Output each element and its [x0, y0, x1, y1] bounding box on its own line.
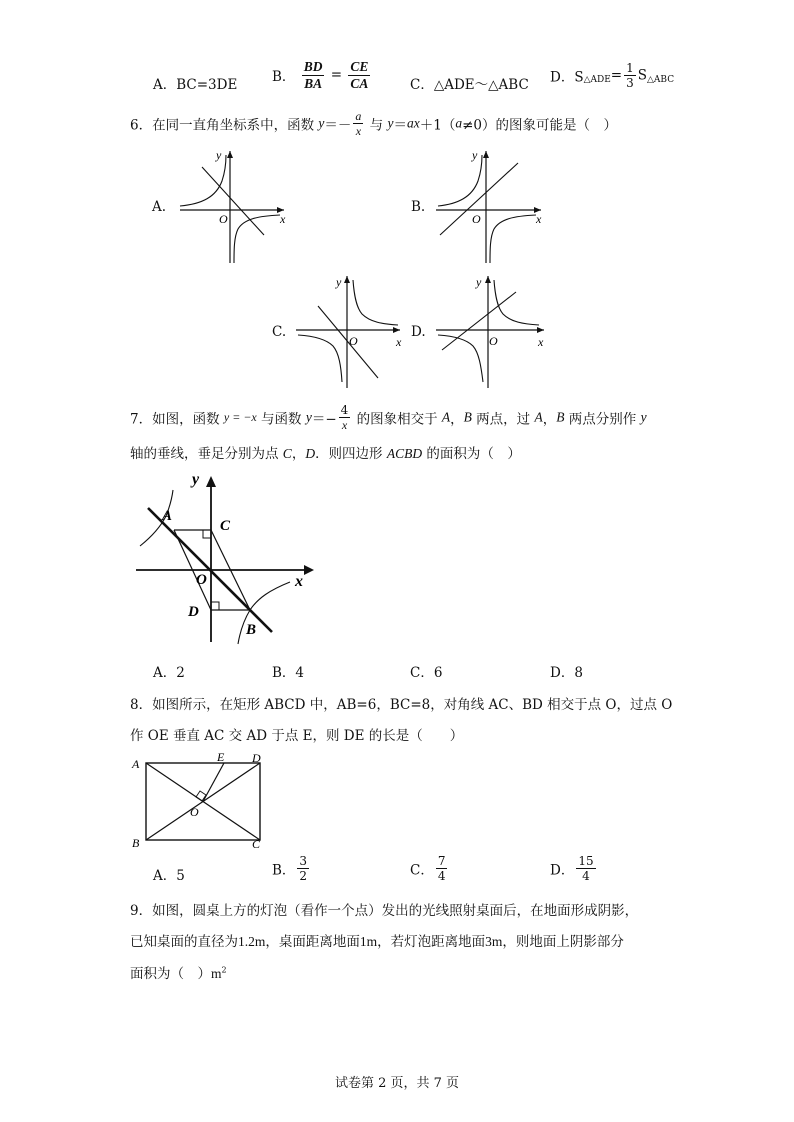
point-b-label: B [132, 836, 140, 850]
value-diameter: 1.2m [238, 934, 266, 949]
frac-numerator: BD [303, 59, 323, 74]
q8-option-a: A．5 [153, 868, 185, 884]
frac-numerator: a [355, 109, 362, 123]
origin-label: O [219, 212, 228, 226]
q6-frac [353, 110, 363, 137]
y-arrow [227, 151, 233, 158]
q6-graph-a [172, 145, 297, 267]
q7-option-b: B．4 [272, 665, 305, 681]
text: ，则地面上阴影部分 [502, 934, 624, 950]
q9-stem-line-2 [130, 930, 624, 950]
q6-stem [130, 110, 617, 137]
hyperbola-branch [494, 280, 539, 325]
hyperbola-branch [353, 280, 398, 325]
frac-numerator: 15 [578, 854, 594, 868]
point-e-label: E [217, 750, 225, 764]
x-label: x [295, 573, 303, 590]
frac-numerator: CE [350, 59, 369, 74]
q5-option-d-label: D．S [550, 69, 584, 86]
q5-option-b-frac1 [302, 60, 325, 90]
text: 面积为（ ） [130, 966, 211, 982]
point-a-label: A [162, 508, 173, 524]
comma: ， [291, 446, 306, 462]
value-bulb-height: 3m [485, 934, 503, 949]
frac-numerator: 7 [437, 854, 446, 868]
q6-option-a-label: A. [152, 199, 167, 215]
point-d-label: D [188, 604, 199, 620]
hyperbola-branch [298, 335, 342, 382]
q8-stem-line-1: 8．如图所示，在矩形 ABCD 中，AB=6，BC=8，对角线 AC、BD 相交于点 O，过点 O [130, 697, 673, 713]
frac-numerator: 4 [340, 403, 349, 417]
hyperbola-branch [490, 215, 536, 263]
y-arrow [483, 151, 489, 158]
q6-option-b-label: B. [411, 199, 426, 215]
text: 已知桌面的直径为 [130, 934, 238, 950]
frac-denominator: 2 [299, 869, 308, 883]
text: 与函数 [256, 411, 306, 428]
var-y: y [318, 115, 325, 131]
q7-option-c: C．6 [410, 665, 443, 681]
origin-label: O [489, 334, 498, 348]
y-label: y [472, 148, 478, 162]
origin-label: O [349, 334, 358, 348]
q5-option-a: A．BC=3DE [153, 77, 238, 93]
q5-option-b [272, 60, 372, 90]
text: ．则四边形 [315, 446, 387, 462]
q6-option-c-label: C. [272, 324, 287, 340]
frac-denominator: 3 [626, 76, 634, 90]
superscript: 2 [221, 965, 227, 975]
comma: ， [542, 411, 557, 428]
text: 的图象相交于 [352, 411, 442, 428]
var-B: B [463, 409, 472, 425]
x-arrow [393, 327, 400, 333]
q6-graph-c [288, 272, 410, 392]
unit: m [211, 966, 222, 981]
q6-graph-b [428, 145, 553, 267]
text: 两点，过 [471, 411, 535, 428]
var-B: B [556, 409, 565, 425]
frac-denominator: x [355, 124, 362, 138]
subscript: △ADE [583, 75, 611, 85]
x-label: x [396, 335, 402, 349]
point-c-label: C [220, 518, 231, 534]
option-label: D． [550, 862, 575, 879]
right-angle-mark-c [203, 530, 211, 538]
q8-figure [128, 750, 273, 850]
q7-stem-line-1 [130, 404, 647, 431]
equals: ＝ [393, 117, 407, 134]
x-label: x [280, 212, 286, 226]
origin-label: O [472, 212, 481, 226]
var-ax: ax [406, 115, 420, 131]
hyperbola-branch [438, 155, 482, 206]
q5-option-b-frac2 [348, 60, 370, 90]
var-C: C [282, 446, 292, 461]
q7-figure [132, 470, 322, 650]
q6-option-d-label: D. [411, 324, 426, 340]
frac-denominator: 4 [582, 869, 590, 883]
line-graph [442, 292, 516, 350]
frac [576, 855, 595, 882]
formula-y-neg-x: y = −x [223, 410, 257, 424]
point-c-label: C [252, 837, 261, 850]
x-arrow [537, 327, 544, 333]
comma: ， [450, 411, 464, 428]
text: 两点分别作 [564, 411, 641, 428]
q5-option-d-frac [624, 62, 636, 89]
plus-one: ＋1（ [419, 117, 456, 134]
frac-denominator: BA [304, 75, 323, 91]
frac-numerator: 3 [299, 854, 308, 868]
text: 轴的垂线，垂足分别为点 [130, 446, 283, 462]
equals-sign: = [330, 67, 343, 83]
option-label: C． [410, 862, 434, 879]
x-arrow [304, 565, 314, 575]
subscript: △ABC [647, 75, 675, 85]
s-symbol: S [637, 67, 647, 84]
y-arrow [344, 276, 350, 283]
var-a: a [455, 115, 463, 131]
q8-stem-line-2: 作 OE 垂直 AC 交 AD 于点 E，则 DE 的长是（ ） [130, 728, 464, 744]
y-label: y [192, 471, 200, 488]
y-arrow [206, 476, 216, 487]
value-table-height: 1m [359, 934, 378, 949]
frac [436, 855, 448, 882]
q6-stem-mid: 与 [365, 117, 388, 134]
q9-stem-line-3 [130, 962, 227, 982]
q5-option-b-label: B． [272, 69, 296, 85]
origin-label: O [196, 572, 207, 588]
frac [297, 855, 309, 882]
x-label: x [538, 335, 544, 349]
hyperbola-branch [438, 335, 483, 382]
frac-denominator: 4 [437, 869, 446, 883]
frac-numerator: 1 [626, 61, 634, 75]
line-graph [202, 167, 264, 235]
point-o-label: O [190, 805, 199, 819]
equals-minus: ＝－ [324, 117, 352, 134]
x-label: x [536, 212, 542, 226]
q7-option-a: A．2 [153, 665, 185, 681]
q5-option-c: C．△ADE～△ABC [410, 77, 529, 93]
q6-stem-prefix: 6．在同一直角坐标系中，函数 [130, 117, 319, 134]
var-y: y [305, 409, 312, 425]
q7-stem-line-2 [130, 442, 521, 462]
q8-option-b [272, 855, 311, 882]
y-label: y [476, 275, 482, 289]
point-d-label: D [252, 751, 261, 765]
y-arrow [485, 276, 491, 283]
point-a-label: A [132, 757, 140, 771]
var-D: D [305, 446, 316, 461]
segment-oe [203, 763, 224, 802]
var-A: A [534, 409, 543, 425]
q8-option-c [410, 855, 449, 882]
q5-option-d [550, 62, 674, 89]
hyperbola-branch [180, 155, 226, 206]
q7-frac [339, 404, 351, 431]
var-A: A [441, 409, 451, 425]
equals-minus: ＝− [311, 411, 337, 428]
text: ，若灯泡距离地面 [377, 934, 486, 950]
q6-stem-suffix: ≠0）的图象可能是（ ） [462, 117, 617, 134]
q7-option-d: D．8 [550, 665, 583, 681]
right-angle-mark-d [211, 602, 219, 610]
var-y: y [387, 115, 394, 131]
frac-denominator: CA [350, 75, 369, 91]
page-footer: 试卷第 2 页，共 7 页 [334, 1076, 460, 1091]
var-y: y [640, 409, 647, 425]
y-label: y [216, 148, 222, 162]
equals-sign: = [610, 67, 623, 84]
q6-graph-d [428, 272, 553, 392]
text: 的面积为（ ） [422, 446, 521, 462]
var-ACBD: ACBD [386, 446, 423, 461]
frac-denominator: x [341, 418, 348, 432]
point-b-label: B [246, 622, 257, 638]
hyperbola-branch [234, 215, 280, 263]
text: ，桌面距离地面 [265, 934, 360, 950]
y-label: y [336, 275, 342, 289]
q9-stem-line-1: 9．如图，圆桌上方的灯泡（看作一个点）发出的光线照射桌面后，在地面形成阴影， [130, 903, 639, 919]
option-label: B． [272, 862, 296, 879]
q8-option-d [550, 855, 598, 882]
text: 7．如图，函数 [130, 411, 224, 428]
